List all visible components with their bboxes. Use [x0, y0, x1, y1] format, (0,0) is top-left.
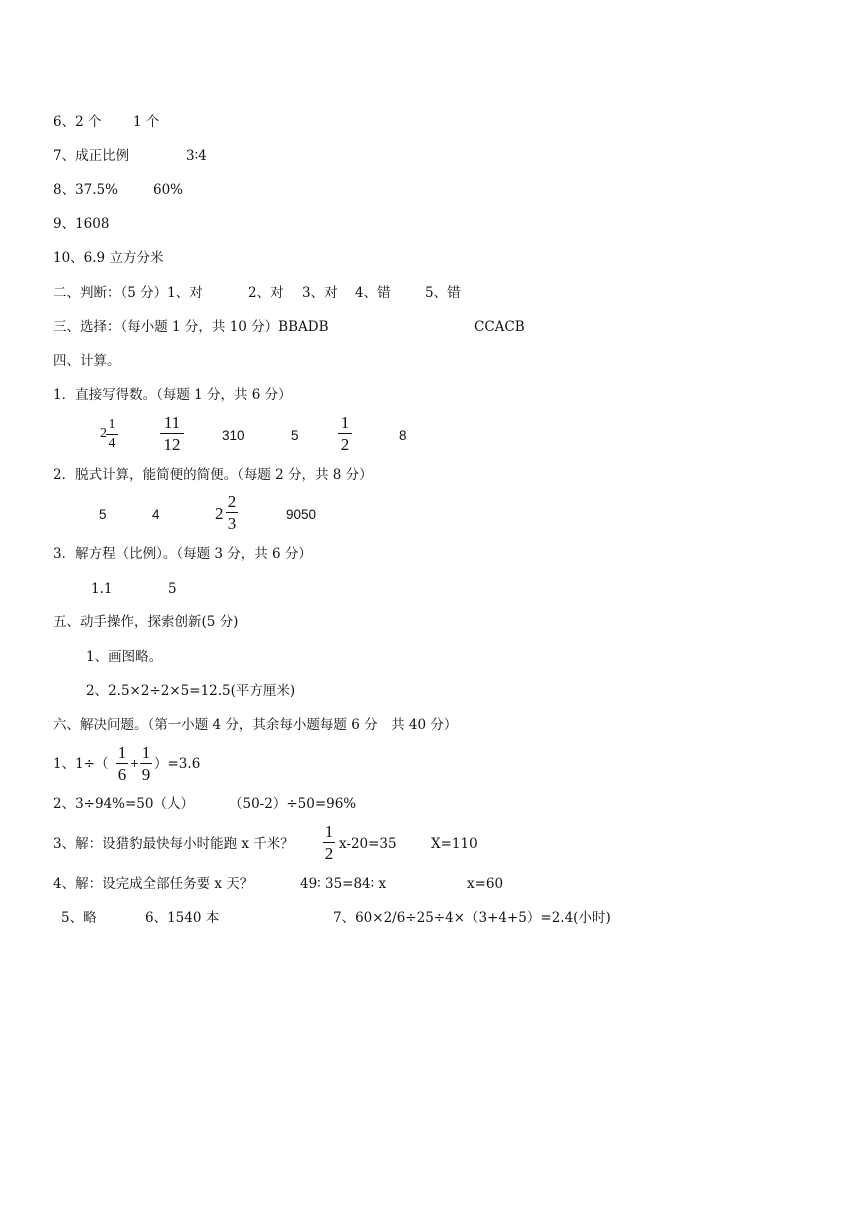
solve-q4-ans: x=60: [467, 876, 504, 892]
fraction-bar: [140, 763, 152, 764]
judge-item-5: 5、错: [425, 285, 461, 301]
operate-heading: 五、动手操作，探索创新(5 分): [53, 614, 239, 630]
fraction-bar: [323, 842, 335, 843]
p3-a1: 1.1: [91, 581, 113, 597]
p3-a2: 5: [168, 581, 177, 597]
judge-heading: 二、判断：（5 分）1、对: [53, 285, 203, 301]
fraction-bar: [106, 434, 118, 435]
p2-a3-fraction: [226, 493, 238, 532]
p1-a2-num: 11: [163, 413, 181, 432]
solve-q1-fraction-2: [140, 744, 152, 783]
solve-q3-ans: X=110: [431, 836, 478, 852]
solve-heading: 六、解决问题。（第一小题 4 分，其余每小题每题 6 分 共 40 分）: [53, 717, 458, 733]
p1-a2-den: 12: [163, 435, 181, 454]
calc-heading: 四、计算。: [53, 353, 121, 369]
q1-f2-den: 9: [141, 765, 151, 784]
solve-q2-b: （50-2）÷50=96%: [229, 796, 357, 812]
p1-a2-fraction: [160, 414, 184, 453]
p1-a1-fraction: [106, 418, 118, 451]
solve-q6: 6、1540 本: [145, 910, 220, 926]
choice-second: CCACB: [474, 319, 525, 335]
solve-q4-pre: 4、解：设完成全部任务要 x 天？: [53, 876, 254, 892]
solve-q3-eq: x-20=35: [339, 836, 397, 852]
choice-heading: 三、选择：（每小题 1 分，共 10 分）BBADB: [53, 319, 329, 335]
solve-q1-plus: +: [130, 757, 140, 770]
q3-frac-num: 1: [324, 822, 334, 841]
fraction-bar: [338, 433, 352, 434]
answer-6-second: 1 个: [133, 114, 160, 130]
answer-7: 7、成正比例: [53, 148, 130, 164]
p2-a3-whole: 2: [215, 504, 224, 523]
judge-item-4: 4、错: [355, 285, 391, 301]
q1-f2-num: 1: [141, 743, 151, 762]
q1-f1-num: 1: [117, 743, 127, 762]
p1-a5-den: 2: [340, 435, 350, 454]
answer-9: 9、1608: [53, 216, 110, 232]
p2-a1: 5: [99, 507, 107, 522]
p2-a2: 4: [152, 507, 160, 522]
p1-a1-den: 4: [108, 436, 116, 451]
solve-q2-a: 2、3÷94%=50（人）: [53, 796, 194, 812]
answer-8-second: 60%: [153, 182, 184, 198]
answer-10: 10、6.9 立方分米: [53, 250, 164, 266]
judge-item-2: 2、对: [248, 285, 284, 301]
p1-a6: 8: [399, 428, 407, 443]
calc-part2-title: 2．脱式计算，能简便的简便。（每题 2 分，共 8 分）: [53, 467, 373, 483]
p1-a1-whole: 2: [100, 426, 107, 441]
p1-a5-num: 1: [340, 413, 350, 432]
p1-a4: 5: [291, 428, 299, 443]
q1-f1-den: 6: [117, 765, 127, 784]
p1-a3: 310: [222, 428, 245, 443]
solve-q1-fraction-1: [116, 744, 128, 783]
calc-part3-title: 3．解方程（比例）。（每题 3 分，共 6 分）: [53, 546, 312, 562]
solve-q3-fraction: [323, 823, 335, 862]
fraction-bar: [226, 512, 238, 513]
solve-q5-a: 5、略: [61, 910, 97, 926]
operate-item-2: 2、2.5×2÷2×5=12.5(平方厘米): [86, 683, 296, 699]
q3-frac-den: 2: [324, 844, 334, 863]
p1-a1-num: 1: [108, 417, 116, 432]
judge-item-3: 3、对: [302, 285, 338, 301]
fraction-bar: [116, 763, 128, 764]
p2-a4: 9050: [286, 507, 317, 522]
answer-6: 6、2 个: [53, 114, 102, 130]
solve-q1-pre: 1、1÷（: [53, 756, 109, 772]
p2-a3-num: 2: [227, 492, 237, 511]
answer-7-second: 3∶4: [186, 148, 207, 164]
p2-a3-den: 3: [227, 514, 237, 533]
solve-q1-post: ）=3.6: [154, 756, 201, 772]
solve-q3-pre: 3、解：设猎豹最快每小时能跑 x 千米？: [53, 836, 294, 852]
operate-item-1: 1、画图略。: [86, 649, 163, 665]
p1-a5-fraction: [338, 414, 352, 453]
calc-part1-title: 1．直接写得数。（每题 1 分，共 6 分）: [53, 387, 292, 403]
solve-q4-eq: 49∶ 35=84∶ x: [300, 876, 387, 892]
solve-q7: 7、60×2/6÷25÷4×（3+4+5）=2.4(小时): [333, 910, 611, 926]
answer-8: 8、37.5%: [53, 182, 118, 198]
fraction-bar: [160, 433, 184, 434]
